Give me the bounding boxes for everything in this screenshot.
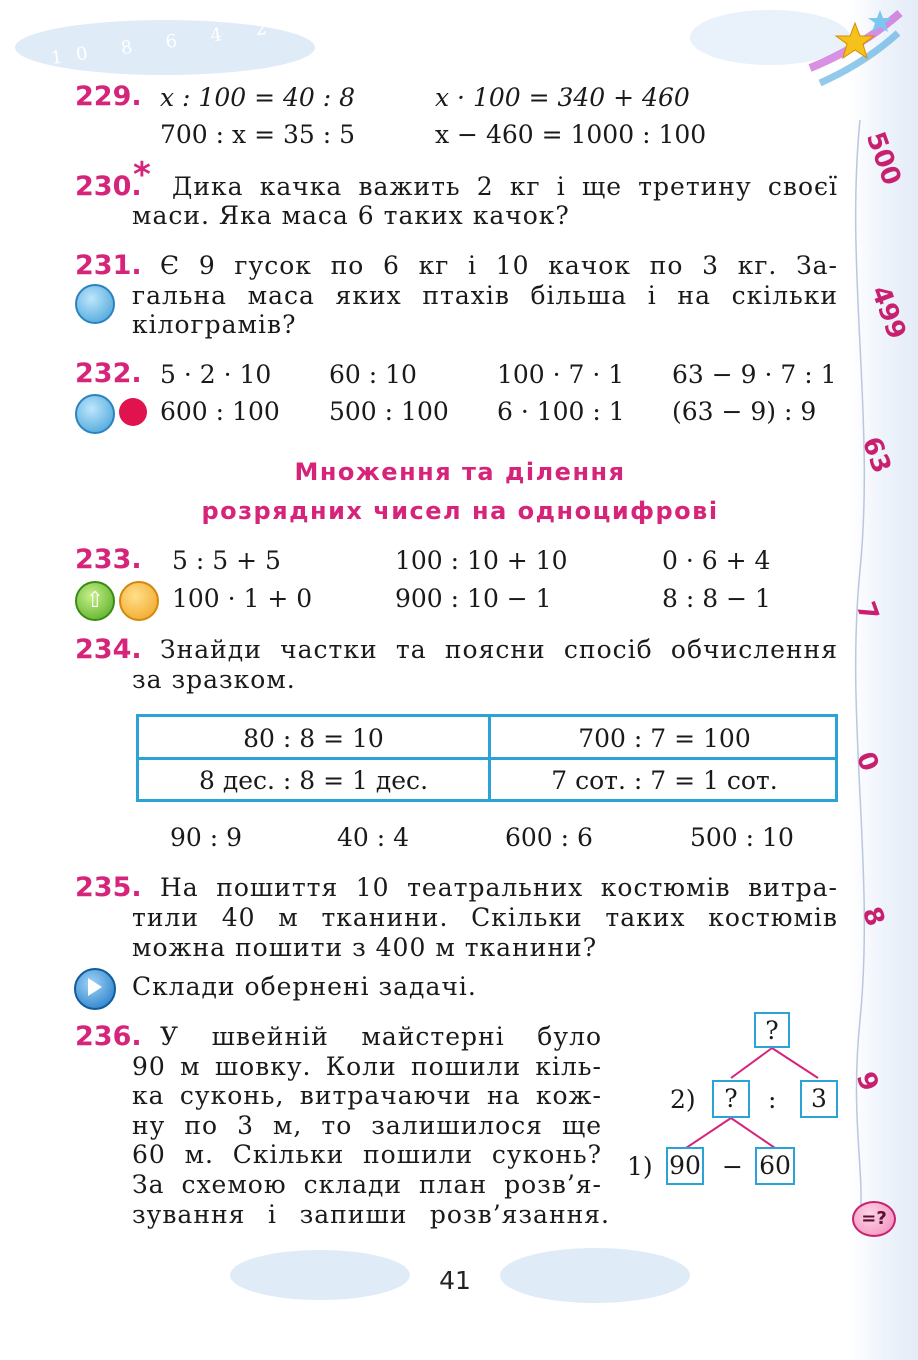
scheme-mid-right-box: 3 xyxy=(800,1080,838,1118)
ex233-r1-c2: 100 : 10 + 10 xyxy=(395,546,568,575)
ex235-extra: Склади обернені задачі. xyxy=(132,972,477,1001)
exercise-234-number: 234. xyxy=(75,634,142,665)
play-icon xyxy=(74,968,116,1010)
ex234-line-2: за зразком. xyxy=(132,665,296,694)
scheme-bottom-left-box: 90 xyxy=(666,1147,704,1185)
ex234-task-2: 40 : 4 xyxy=(337,823,410,852)
ex236-line-2: 90 м шовку. Коли пошили кіль- xyxy=(132,1052,602,1081)
red-dot-icon xyxy=(119,398,147,426)
ex234-task-3: 600 : 6 xyxy=(505,823,593,852)
ex235-line-3: можна пошити з 400 м тканини? xyxy=(132,933,598,962)
scheme-step-1: 1) xyxy=(627,1152,653,1181)
exercise-229-number: 229. xyxy=(75,81,142,112)
table-cell: 700 : 7 = 100 xyxy=(578,724,751,753)
table-cell: 8 дес. : 8 = 1 дес. xyxy=(198,766,429,795)
exercise-230-number: 230. xyxy=(75,171,142,202)
side-number-63: 63 xyxy=(855,433,897,478)
ex233-r2-c3: 8 : 8 − 1 xyxy=(662,584,771,613)
ex233-r1-c3: 0 · 6 + 4 xyxy=(662,546,771,575)
side-number-9: 9 xyxy=(849,1068,885,1096)
side-number-0: 0 xyxy=(849,748,885,776)
ex230-line-1: Дика качка важить 2 кг і ще третину своєї xyxy=(172,172,838,201)
table-cell: 7 сот. : 7 = 1 сот. xyxy=(551,766,778,795)
side-number-8: 8 xyxy=(855,903,891,931)
ex230-line-2: маси. Яка маса 6 таких качок? xyxy=(132,201,570,230)
side-number-7: 7 xyxy=(849,598,885,626)
equals-question-badge: =? xyxy=(852,1201,896,1237)
ex231-line-2: гальна маса яких птахів більша і на скільки xyxy=(132,281,838,310)
eq-229-a: x : 100 = 40 : 8 xyxy=(160,83,356,112)
scheme-op-1: − xyxy=(722,1152,743,1181)
ex236-line-1: У швейній майстерні було xyxy=(160,1022,602,1051)
shooting-star-icon xyxy=(800,8,910,103)
puzzle-icon xyxy=(75,284,115,324)
ex232-r2-c3: 6 · 100 : 1 xyxy=(497,397,625,426)
ex232-r2-c2: 500 : 100 xyxy=(329,397,449,426)
eq-229-d: x − 460 = 1000 : 100 xyxy=(435,120,707,149)
ex231-line-1: Є 9 гусок по 6 кг і 10 качок по 3 кг. За- xyxy=(160,251,838,280)
ex234-task-4: 500 : 10 xyxy=(690,823,794,852)
section-heading-line-2: розрядних чисел на одноцифрові xyxy=(201,497,719,525)
table-cell: 80 : 8 = 10 xyxy=(243,724,384,753)
section-heading-line-1: Множення та ділення xyxy=(294,458,626,486)
ex231-line-3: кілограмів? xyxy=(132,310,297,339)
side-number-500: 500 xyxy=(859,128,907,190)
exercise-232-number: 232. xyxy=(75,358,142,389)
page-number: 41 xyxy=(439,1266,471,1295)
scheme-bottom-right-box: 60 xyxy=(755,1147,795,1185)
bottom-cloud-left xyxy=(230,1250,410,1300)
ex235-line-2: тили 40 м тканини. Скільки таких костюмів xyxy=(132,903,838,932)
ex232-r2-c1: 600 : 100 xyxy=(160,397,280,426)
ex233-r2-c1: 100 · 1 + 0 xyxy=(172,584,313,613)
ex232-r1-c3: 100 · 7 · 1 xyxy=(497,360,625,389)
exercise-231-number: 231. xyxy=(75,250,142,281)
ex232-r2-c4: (63 − 9) : 9 xyxy=(672,397,817,426)
side-number-499: 499 xyxy=(864,282,912,344)
bottom-cloud-right xyxy=(500,1248,690,1303)
example-table xyxy=(136,714,838,802)
ex236-line-4: ну по 3 м, то залишилося ще xyxy=(132,1111,602,1140)
ex234-line-1: Знайди частки та поясни спосіб обчислення xyxy=(160,635,838,664)
ex236-line-5: 60 м. Скільки пошили суконь? xyxy=(132,1140,602,1169)
difficulty-star: * xyxy=(133,155,151,195)
eq-229-c: 700 : x = 35 : 5 xyxy=(160,120,356,149)
ex232-r1-c4: 63 − 9 · 7 : 1 xyxy=(672,360,837,389)
puzzle-orange-icon xyxy=(119,581,159,621)
ex234-task-1: 90 : 9 xyxy=(170,823,243,852)
scheme-step-2: 2) xyxy=(670,1085,696,1114)
ex233-r1-c1: 5 : 5 + 5 xyxy=(172,546,281,575)
cloud-digits: 10 8 6 4 2 xyxy=(49,15,282,70)
ex232-r1-c2: 60 : 10 xyxy=(329,360,417,389)
scheme-op-2: : xyxy=(768,1085,777,1114)
exercise-236-number: 236. xyxy=(75,1021,142,1052)
scheme-mid-left-box: ? xyxy=(712,1080,750,1118)
up-arrow-icon: ⇧ xyxy=(75,581,115,621)
scheme-top-box: ? xyxy=(754,1012,790,1048)
ex236-line-3: ка суконь, витрачаючи на кож- xyxy=(132,1081,602,1110)
ex236-line-6: За схемою склади план розв’я- xyxy=(132,1170,602,1199)
ex233-r2-c2: 900 : 10 − 1 xyxy=(395,584,552,613)
exercise-233-number: 233. xyxy=(75,544,142,575)
puzzle-icon xyxy=(75,394,115,434)
ex235-line-1: На пошиття 10 театральних костюмів витра- xyxy=(160,873,838,902)
eq-229-b: x · 100 = 340 + 460 xyxy=(435,83,690,112)
exercise-235-number: 235. xyxy=(75,872,142,903)
ex232-r1-c1: 5 · 2 · 10 xyxy=(160,360,272,389)
ex236-line-7: зування і запиши розв’язання. xyxy=(132,1200,610,1229)
side-wavy-line xyxy=(840,120,880,1220)
